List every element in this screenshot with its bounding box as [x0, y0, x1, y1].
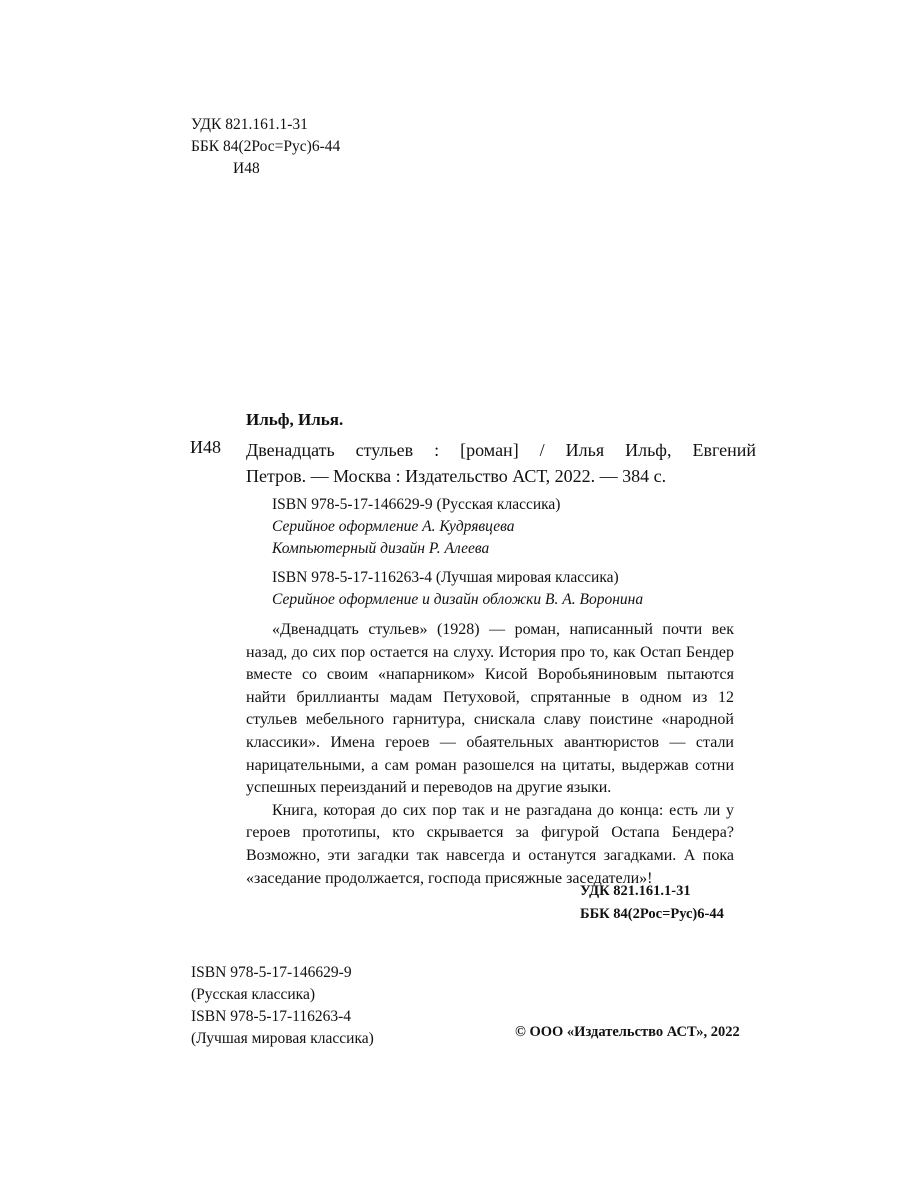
isbn-series-1 — [272, 494, 560, 560]
author-mark: И48 — [233, 160, 260, 177]
copyright-notice: © ООО «Издательство АСТ», 2022 — [515, 1024, 740, 1040]
isbn-line: ISBN 978-5-17-116263-4 (Лучшая мировая классика) — [272, 569, 619, 586]
series-name: (Русская классика) — [191, 986, 316, 1003]
classification-codes-bottom — [580, 880, 724, 926]
isbn-line: ISBN 978-5-17-146629-9 — [191, 964, 352, 981]
credit-line: Серийное оформление А. Кудрявцева — [272, 518, 515, 535]
bibliographic-description — [246, 437, 756, 489]
author-mark-entry: И48 — [190, 437, 221, 457]
series-name: (Лучшая мировая классика) — [191, 1030, 374, 1047]
annotation — [246, 619, 734, 890]
classification-codes-top — [191, 114, 340, 180]
udk-code: УДК 821.161.1-31 — [191, 116, 308, 133]
title-line-1: Двенадцать стульев : [роман] / Илья Ильф, Евгений — [246, 440, 756, 460]
udk-code: УДК 821.161.1-31 — [580, 883, 691, 899]
annotation-paragraph-2: Книга, которая до сих пор так и не разгадана до конца: есть ли у героев прототипы, кто скрывается за фигурой Остапа Бендера? Возможно, эти загадки так навсегда и останутся загадками. А пока «заседание продолжается, господа присяжные заседатели»! — [246, 801, 734, 887]
credit-line: Компьютерный дизайн Р. Алеева — [272, 540, 490, 557]
isbn-line: ISBN 978-5-17-116263-4 — [191, 1008, 352, 1025]
isbn-list — [191, 962, 374, 1050]
isbn-series-2 — [272, 567, 643, 611]
bbk-code: ББК 84(2Рос=Рус)6-44 — [191, 138, 341, 155]
credit-line: Серийное оформление и дизайн обложки В. А. Воронина — [272, 591, 644, 608]
bbk-code: ББК 84(2Рос=Рус)6-44 — [580, 906, 724, 922]
title-line-2: Петров. — Москва : Издательство АСТ, 2022. — 384 с. — [246, 466, 667, 486]
annotation-paragraph-1: «Двенадцать стульев» (1928) — роман, написанный почти век назад, до сих пор остается на слуху. История про то, как Остап Бендер вместе со своим «напарником» Кисой Воробьяниновым пытаются найти бриллианты мадам Петуховой, спрятанные в одном из 12 стульев мебельного гарнитура, снискала славу поистине «народной классики». Имена героев — обаятельных авантюристов — стали нарицательными, а сам роман разошелся на цитаты, выдержав сотни успешных переизданий и переводов на другие языки. — [246, 621, 734, 797]
isbn-line: ISBN 978-5-17-146629-9 (Русская классика) — [272, 496, 561, 513]
author-heading: Ильф, Илья. — [246, 410, 344, 429]
